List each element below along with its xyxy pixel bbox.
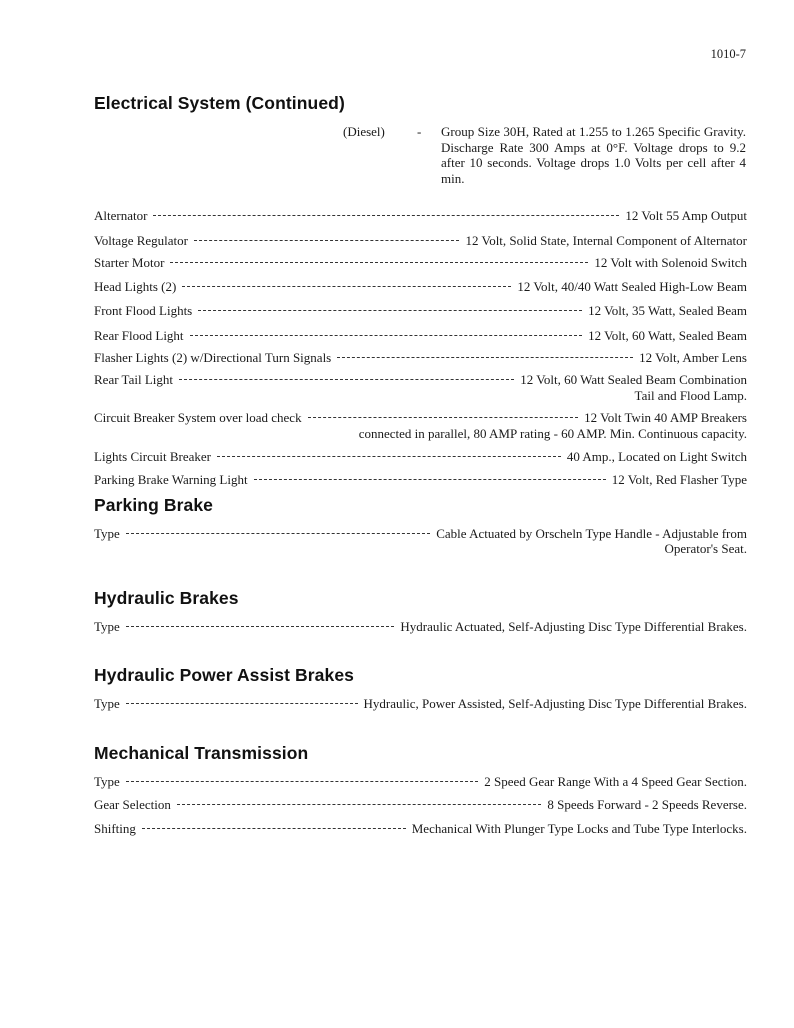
section-heading-hydraulic-brakes: Hydraulic Brakes	[94, 588, 239, 608]
dot-leader	[254, 479, 606, 480]
spec-value: Mechanical With Plunger Type Locks and Tube Type Interlocks.	[411, 821, 747, 836]
spec-label: Alternator	[94, 208, 148, 223]
spec-label: Flasher Lights (2) w/Directional Turn Signals	[94, 350, 332, 365]
spec-value: 12 Volt Twin 40 AMP Breakers	[584, 410, 747, 425]
spec-value: Hydraulic, Power Assisted, Self-Adjusting Disc Type Differential Brakes.	[363, 696, 747, 711]
dot-leader	[153, 215, 619, 216]
spec-value: 12 Volt 55 Amp Output	[625, 208, 747, 223]
spec-row-rear-tail-light	[94, 372, 747, 388]
spec-label: Front Flood Lights	[94, 303, 193, 318]
dot-leader	[126, 703, 358, 704]
section-heading-parking-brake: Parking Brake	[94, 495, 213, 515]
spec-row-starter-motor	[94, 255, 747, 271]
spec-label: Gear Selection	[94, 797, 171, 812]
dot-leader	[142, 828, 406, 829]
dot-leader	[337, 357, 633, 358]
dot-leader	[198, 310, 582, 311]
battery-spec-text: Group Size 30H, Rated at 1.255 to 1.265 Specific Gravity. Discharge Rate 300 Amps at 0°F. Voltage drops to 9.2 after 10 seconds. Voltage drops 1.0 Volts per cell after 4 min.	[441, 124, 746, 186]
dot-leader	[126, 626, 395, 627]
spec-label: Head Lights (2)	[94, 279, 177, 294]
spec-label: Type	[94, 696, 120, 711]
dot-leader	[190, 335, 583, 336]
spec-row-rear-flood-light	[94, 328, 747, 344]
spec-row-parking-brake-type	[94, 526, 747, 542]
spec-row-lights-circuit-breaker	[94, 449, 747, 465]
spec-row-hydraulic-brakes-type	[94, 619, 747, 635]
spec-value: Cable Actuated by Orscheln Type Handle - Adjustable from	[436, 526, 747, 541]
spec-label: Shifting	[94, 821, 136, 836]
spec-row-front-flood-lights	[94, 303, 747, 319]
spec-label: Voltage Regulator	[94, 233, 188, 248]
spec-label: Circuit Breaker System over load check	[94, 410, 302, 425]
spec-label: Rear Flood Light	[94, 328, 184, 343]
page-number: 1010-7	[710, 47, 746, 61]
spec-row-shifting	[94, 821, 747, 837]
section-heading-power-assist-brakes: Hydraulic Power Assist Brakes	[94, 665, 355, 685]
dot-leader	[308, 417, 578, 418]
spec-row-parking-brake-warning-light	[94, 472, 747, 488]
spec-continuation: Operator's Seat.	[664, 541, 747, 556]
spec-continuation: connected in parallel, 80 AMP rating - 60 AMP. Min. Continuous capacity.	[358, 426, 747, 441]
spec-label: Type	[94, 526, 120, 541]
spec-row-head-lights	[94, 279, 747, 295]
spec-value: 12 Volt, Solid State, Internal Component of Alternator	[465, 233, 747, 248]
dot-leader	[177, 804, 541, 805]
spec-row-gear-selection	[94, 797, 747, 813]
spec-row-voltage-regulator	[94, 233, 747, 249]
spec-row-circuit-breaker-system	[94, 410, 747, 426]
spec-row-alternator	[94, 208, 747, 224]
spec-value: 12 Volt, Amber Lens	[639, 350, 747, 365]
spec-value: 40 Amp., Located on Light Switch	[566, 449, 747, 464]
spec-continuation: Tail and Flood Lamp.	[634, 388, 747, 403]
spec-label: Lights Circuit Breaker	[94, 449, 211, 464]
dot-leader	[194, 240, 459, 241]
spec-value: 8 Speeds Forward - 2 Speeds Reverse.	[547, 797, 747, 812]
spec-label: Parking Brake Warning Light	[94, 472, 248, 487]
section-heading-electrical: Electrical System (Continued)	[94, 93, 345, 113]
spec-value: 12 Volt with Solenoid Switch	[594, 255, 747, 270]
spec-row-power-assist-brakes-type	[94, 696, 747, 712]
dot-leader	[126, 781, 478, 782]
dot-leader	[182, 286, 511, 287]
spec-value: 12 Volt, Red Flasher Type	[611, 472, 747, 487]
dot-leader	[179, 379, 514, 380]
section-heading-mechanical-transmission: Mechanical Transmission	[94, 743, 309, 763]
spec-label: Type	[94, 619, 120, 634]
battery-dash: -	[417, 124, 422, 139]
spec-label: Rear Tail Light	[94, 372, 173, 387]
spec-row-transmission-type	[94, 774, 747, 790]
dot-leader	[126, 533, 430, 534]
spec-value: 2 Speed Gear Range With a 4 Speed Gear Section.	[484, 774, 747, 789]
spec-row-flasher-lights	[94, 350, 747, 366]
spec-label: Starter Motor	[94, 255, 165, 270]
spec-value: 12 Volt, 40/40 Watt Sealed High-Low Beam	[517, 279, 747, 294]
spec-value: 12 Volt, 35 Watt, Sealed Beam	[588, 303, 747, 318]
dot-leader	[217, 456, 561, 457]
spec-label: Type	[94, 774, 120, 789]
dot-leader	[170, 262, 588, 263]
spec-value: 12 Volt, 60 Watt Sealed Beam Combination	[520, 372, 747, 387]
battery-label: (Diesel)	[343, 124, 385, 139]
spec-value: Hydraulic Actuated, Self-Adjusting Disc Type Differential Brakes.	[400, 619, 747, 634]
spec-value: 12 Volt, 60 Watt, Sealed Beam	[588, 328, 747, 343]
